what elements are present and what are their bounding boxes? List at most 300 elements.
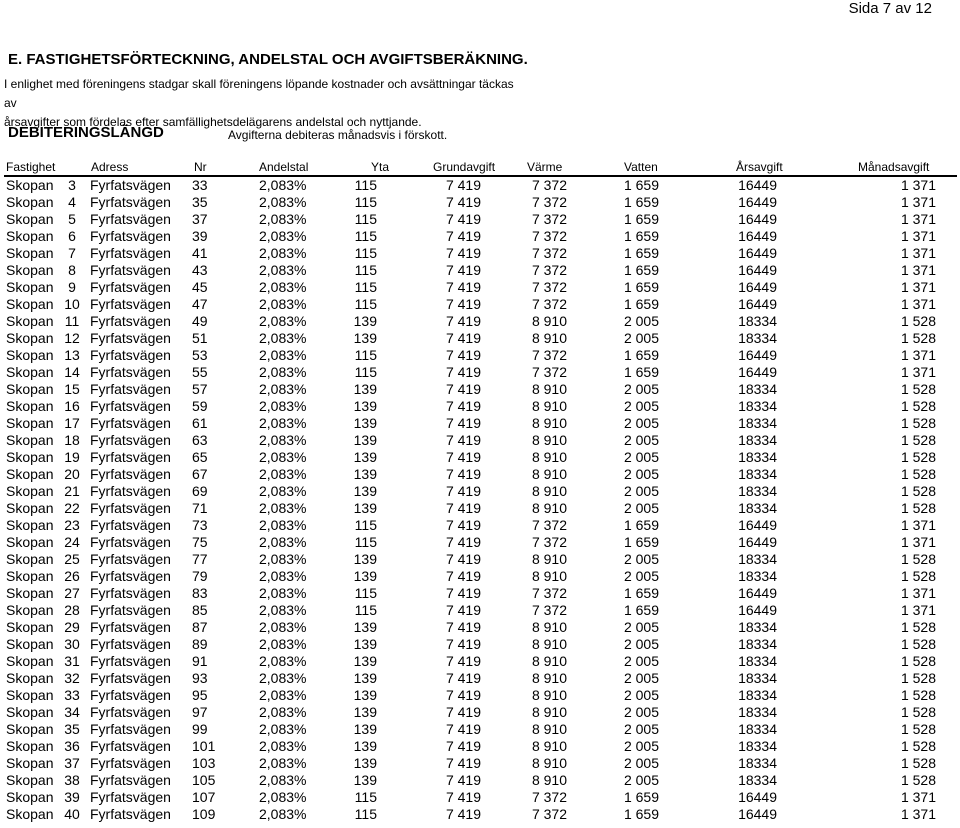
cell-varme: 8 910: [531, 772, 567, 788]
cell-nr: 91: [192, 653, 208, 669]
table-row: [0, 449, 960, 466]
header-yta: Yta: [371, 160, 390, 174]
table-row: [0, 551, 960, 568]
cell-varme: 7 372: [531, 211, 567, 227]
cell-adress: Fyrfatsvägen: [90, 517, 171, 533]
cell-varme: 8 910: [531, 568, 567, 584]
cell-manadsavgift: 1 528: [900, 415, 936, 431]
cell-yta: 139: [353, 381, 377, 397]
cell-nr: 99: [192, 721, 208, 737]
cell-andelstal: 2,083%: [259, 313, 307, 329]
cell-arsavgift: 18334: [738, 670, 777, 686]
cell-yta: 139: [353, 738, 377, 754]
cell-nr: 53: [192, 347, 208, 363]
cell-fastighet: Skopan: [6, 653, 54, 669]
cell-manadsavgift: 1 371: [900, 534, 936, 550]
cell-adress: Fyrfatsvägen: [90, 534, 171, 550]
cell-yta: 139: [353, 619, 377, 635]
cell-vatten: 1 659: [623, 364, 659, 380]
header-fastighet: Fastighet: [6, 160, 56, 174]
cell-varme: 8 910: [531, 738, 567, 754]
header-adress: Adress: [91, 160, 129, 174]
cell-grundavgift: 7 419: [445, 432, 481, 448]
cell-varme: 8 910: [531, 551, 567, 567]
cell-adress: Fyrfatsvägen: [90, 772, 171, 788]
cell-manadsavgift: 1 528: [900, 449, 936, 465]
cell-grundavgift: 7 419: [445, 262, 481, 278]
cell-vatten: 2 005: [623, 330, 659, 346]
cell-fastighet-nummer: 18: [64, 432, 80, 448]
cell-vatten: 2 005: [623, 704, 659, 720]
cell-arsavgift: 16449: [738, 534, 777, 550]
cell-fastighet-nummer: 14: [64, 364, 80, 380]
cell-grundavgift: 7 419: [445, 330, 481, 346]
cell-arsavgift: 18334: [738, 432, 777, 448]
cell-nr: 49: [192, 313, 208, 329]
cell-andelstal: 2,083%: [259, 602, 307, 618]
cell-grundavgift: 7 419: [445, 517, 481, 533]
cell-fastighet: Skopan: [6, 415, 54, 431]
cell-vatten: 2 005: [623, 449, 659, 465]
cell-grundavgift: 7 419: [445, 806, 481, 822]
cell-fastighet-nummer: 24: [64, 534, 80, 550]
cell-fastighet: Skopan: [6, 636, 54, 652]
table-row: [0, 704, 960, 721]
cell-grundavgift: 7 419: [445, 653, 481, 669]
table-row: [0, 653, 960, 670]
cell-manadsavgift: 1 528: [900, 330, 936, 346]
cell-vatten: 2 005: [623, 721, 659, 737]
cell-manadsavgift: 1 371: [900, 194, 936, 210]
cell-vatten: 2 005: [623, 551, 659, 567]
cell-fastighet-nummer: 23: [64, 517, 80, 533]
cell-andelstal: 2,083%: [259, 500, 307, 516]
cell-yta: 115: [354, 347, 377, 363]
cell-fastighet-nummer: 35: [64, 721, 80, 737]
section-title: E. FASTIGHETSFÖRTECKNING, ANDELSTAL OCH AVGIFTSBERÄKNING.: [8, 51, 528, 68]
cell-varme: 8 910: [531, 636, 567, 652]
cell-arsavgift: 18334: [738, 466, 777, 482]
cell-varme: 8 910: [531, 330, 567, 346]
table-row: [0, 466, 960, 483]
cell-adress: Fyrfatsvägen: [90, 228, 171, 244]
table-row: [0, 398, 960, 415]
cell-fastighet: Skopan: [6, 551, 54, 567]
cell-yta: 139: [353, 704, 377, 720]
table-row: [0, 262, 960, 279]
cell-nr: 41: [192, 245, 208, 261]
cell-yta: 115: [354, 806, 377, 822]
header-arsavgift: Årsavgift: [736, 160, 783, 174]
cell-andelstal: 2,083%: [259, 738, 307, 754]
cell-yta: 115: [354, 296, 377, 312]
cell-arsavgift: 18334: [738, 653, 777, 669]
cell-adress: Fyrfatsvägen: [90, 755, 171, 771]
cell-varme: 8 910: [531, 449, 567, 465]
cell-nr: 47: [192, 296, 208, 312]
cell-nr: 65: [192, 449, 208, 465]
cell-yta: 115: [354, 585, 377, 601]
cell-fastighet: Skopan: [6, 670, 54, 686]
cell-fastighet: Skopan: [6, 738, 54, 754]
cell-fastighet: Skopan: [6, 347, 54, 363]
cell-yta: 139: [353, 721, 377, 737]
cell-manadsavgift: 1 371: [900, 228, 936, 244]
table-row: [0, 687, 960, 704]
cell-arsavgift: 18334: [738, 772, 777, 788]
cell-arsavgift: 16449: [738, 517, 777, 533]
cell-nr: 33: [192, 177, 208, 193]
cell-vatten: 2 005: [623, 466, 659, 482]
cell-fastighet: Skopan: [6, 568, 54, 584]
table-row: [0, 619, 960, 636]
cell-vatten: 2 005: [623, 483, 659, 499]
table-row: [0, 279, 960, 296]
cell-nr: 79: [192, 568, 208, 584]
cell-yta: 139: [353, 653, 377, 669]
cell-adress: Fyrfatsvägen: [90, 670, 171, 686]
cell-adress: Fyrfatsvägen: [90, 500, 171, 516]
cell-adress: Fyrfatsvägen: [90, 347, 171, 363]
cell-fastighet: Skopan: [6, 534, 54, 550]
cell-fastighet-nummer: 28: [64, 602, 80, 618]
cell-fastighet-nummer: 26: [64, 568, 80, 584]
cell-vatten: 1 659: [623, 245, 659, 261]
cell-andelstal: 2,083%: [259, 806, 307, 822]
cell-nr: 101: [192, 738, 216, 754]
cell-fastighet-nummer: 17: [64, 415, 80, 431]
cell-andelstal: 2,083%: [259, 177, 307, 193]
cell-grundavgift: 7 419: [445, 364, 481, 380]
cell-adress: Fyrfatsvägen: [90, 330, 171, 346]
cell-vatten: 2 005: [623, 415, 659, 431]
cell-yta: 139: [353, 551, 377, 567]
cell-grundavgift: 7 419: [445, 687, 481, 703]
cell-manadsavgift: 1 371: [900, 364, 936, 380]
cell-nr: 63: [192, 432, 208, 448]
cell-adress: Fyrfatsvägen: [90, 721, 171, 737]
table-row: [0, 738, 960, 755]
cell-varme: 7 372: [531, 585, 567, 601]
cell-nr: 75: [192, 534, 208, 550]
cell-nr: 71: [192, 500, 208, 516]
cell-nr: 35: [192, 194, 208, 210]
cell-fastighet-nummer: 38: [64, 772, 80, 788]
header-grundavgift: Grundavgift: [433, 160, 496, 174]
cell-andelstal: 2,083%: [259, 483, 307, 499]
cell-andelstal: 2,083%: [259, 653, 307, 669]
cell-manadsavgift: 1 528: [900, 636, 936, 652]
cell-arsavgift: 16449: [738, 262, 777, 278]
cell-grundavgift: 7 419: [445, 313, 481, 329]
cell-varme: 7 372: [531, 177, 567, 193]
cell-manadsavgift: 1 528: [900, 398, 936, 414]
cell-fastighet: Skopan: [6, 313, 54, 329]
cell-fastighet-nummer: 13: [64, 347, 80, 363]
cell-yta: 139: [353, 432, 377, 448]
cell-arsavgift: 18334: [738, 500, 777, 516]
cell-grundavgift: 7 419: [445, 381, 481, 397]
cell-grundavgift: 7 419: [445, 347, 481, 363]
cell-nr: 97: [192, 704, 208, 720]
cell-fastighet-nummer: 19: [64, 449, 80, 465]
cell-adress: Fyrfatsvägen: [90, 296, 171, 312]
cell-varme: 8 910: [531, 432, 567, 448]
cell-andelstal: 2,083%: [259, 551, 307, 567]
cell-grundavgift: 7 419: [445, 296, 481, 312]
table-row: [0, 364, 960, 381]
table-row: [0, 534, 960, 551]
cell-nr: 45: [192, 279, 208, 295]
cell-manadsavgift: 1 528: [900, 653, 936, 669]
cell-adress: Fyrfatsvägen: [90, 245, 171, 261]
table-row: [0, 228, 960, 245]
cell-arsavgift: 18334: [738, 636, 777, 652]
cell-andelstal: 2,083%: [259, 211, 307, 227]
cell-varme: 7 372: [531, 364, 567, 380]
cell-fastighet: Skopan: [6, 704, 54, 720]
cell-andelstal: 2,083%: [259, 262, 307, 278]
cell-nr: 39: [192, 228, 208, 244]
cell-yta: 139: [353, 687, 377, 703]
cell-grundavgift: 7 419: [445, 245, 481, 261]
cell-varme: 8 910: [531, 500, 567, 516]
table-row: [0, 772, 960, 789]
cell-yta: 115: [354, 228, 377, 244]
cell-nr: 95: [192, 687, 208, 703]
header-manadsavgift: Månadsavgift: [858, 160, 930, 174]
table-row: [0, 789, 960, 806]
cell-andelstal: 2,083%: [259, 330, 307, 346]
cell-adress: Fyrfatsvägen: [90, 636, 171, 652]
header-vatten: Vatten: [624, 160, 658, 174]
cell-andelstal: 2,083%: [259, 245, 307, 261]
cell-andelstal: 2,083%: [259, 398, 307, 414]
cell-varme: 8 910: [531, 721, 567, 737]
cell-manadsavgift: 1 528: [900, 568, 936, 584]
cell-yta: 139: [353, 755, 377, 771]
cell-grundavgift: 7 419: [445, 466, 481, 482]
cell-vatten: 2 005: [623, 432, 659, 448]
cell-manadsavgift: 1 528: [900, 721, 936, 737]
cell-yta: 139: [353, 398, 377, 414]
cell-fastighet: Skopan: [6, 619, 54, 635]
cell-manadsavgift: 1 528: [900, 500, 936, 516]
cell-varme: 7 372: [531, 245, 567, 261]
cell-varme: 7 372: [531, 517, 567, 533]
cell-fastighet: Skopan: [6, 483, 54, 499]
page-number: Sida 7 av 12: [848, 0, 932, 17]
cell-nr: 37: [192, 211, 208, 227]
cell-fastighet: Skopan: [6, 279, 54, 295]
cell-adress: Fyrfatsvägen: [90, 551, 171, 567]
cell-fastighet: Skopan: [6, 449, 54, 465]
cell-grundavgift: 7 419: [445, 721, 481, 737]
table-row: [0, 347, 960, 364]
cell-fastighet-nummer: 16: [64, 398, 80, 414]
cell-adress: Fyrfatsvägen: [90, 364, 171, 380]
cell-fastighet: Skopan: [6, 602, 54, 618]
cell-vatten: 2 005: [623, 500, 659, 516]
cell-arsavgift: 16449: [738, 806, 777, 822]
cell-grundavgift: 7 419: [445, 500, 481, 516]
cell-yta: 115: [354, 177, 377, 193]
cell-vatten: 2 005: [623, 313, 659, 329]
cell-andelstal: 2,083%: [259, 772, 307, 788]
cell-fastighet: Skopan: [6, 500, 54, 516]
cell-arsavgift: 18334: [738, 330, 777, 346]
cell-arsavgift: 16449: [738, 211, 777, 227]
cell-fastighet-nummer: 40: [64, 806, 80, 822]
cell-yta: 139: [353, 415, 377, 431]
cell-nr: 109: [192, 806, 216, 822]
cell-fastighet: Skopan: [6, 585, 54, 601]
cell-nr: 61: [192, 415, 208, 431]
cell-adress: Fyrfatsvägen: [90, 602, 171, 618]
cell-varme: 8 910: [531, 381, 567, 397]
cell-andelstal: 2,083%: [259, 534, 307, 550]
cell-grundavgift: 7 419: [445, 551, 481, 567]
cell-nr: 69: [192, 483, 208, 499]
cell-fastighet: Skopan: [6, 330, 54, 346]
cell-arsavgift: 18334: [738, 381, 777, 397]
cell-manadsavgift: 1 371: [900, 585, 936, 601]
table-row: [0, 585, 960, 602]
cell-fastighet-nummer: 20: [64, 466, 80, 482]
cell-andelstal: 2,083%: [259, 636, 307, 652]
cell-vatten: 1 659: [623, 296, 659, 312]
cell-yta: 139: [353, 670, 377, 686]
cell-adress: Fyrfatsvägen: [90, 789, 171, 805]
cell-fastighet-nummer: 9: [68, 279, 76, 295]
cell-vatten: 1 659: [623, 279, 659, 295]
debiteringslangd-title: DEBITERINGSLÄNGD: [8, 124, 164, 141]
cell-fastighet-nummer: 36: [64, 738, 80, 754]
cell-adress: Fyrfatsvägen: [90, 194, 171, 210]
cell-yta: 139: [353, 500, 377, 516]
cell-arsavgift: 18334: [738, 313, 777, 329]
cell-adress: Fyrfatsvägen: [90, 653, 171, 669]
cell-vatten: 1 659: [623, 211, 659, 227]
cell-vatten: 1 659: [623, 534, 659, 550]
cell-grundavgift: 7 419: [445, 602, 481, 618]
cell-fastighet: Skopan: [6, 789, 54, 805]
debitering-table-body: [0, 177, 960, 823]
cell-grundavgift: 7 419: [445, 738, 481, 754]
cell-fastighet-nummer: 15: [64, 381, 80, 397]
table-row: [0, 517, 960, 534]
cell-grundavgift: 7 419: [445, 772, 481, 788]
cell-vatten: 2 005: [623, 398, 659, 414]
table-row: [0, 194, 960, 211]
cell-yta: 115: [354, 534, 377, 550]
table-row: [0, 211, 960, 228]
cell-arsavgift: 16449: [738, 228, 777, 244]
cell-grundavgift: 7 419: [445, 449, 481, 465]
cell-fastighet: Skopan: [6, 721, 54, 737]
cell-arsavgift: 16449: [738, 585, 777, 601]
cell-andelstal: 2,083%: [259, 415, 307, 431]
table-row: [0, 670, 960, 687]
cell-vatten: 1 659: [623, 789, 659, 805]
cell-manadsavgift: 1 528: [900, 466, 936, 482]
table-row: [0, 177, 960, 194]
cell-nr: 73: [192, 517, 208, 533]
cell-andelstal: 2,083%: [259, 432, 307, 448]
cell-nr: 93: [192, 670, 208, 686]
cell-nr: 51: [192, 330, 208, 346]
cell-arsavgift: 18334: [738, 687, 777, 703]
cell-fastighet-nummer: 6: [68, 228, 76, 244]
cell-vatten: 2 005: [623, 653, 659, 669]
cell-manadsavgift: 1 528: [900, 704, 936, 720]
cell-fastighet: Skopan: [6, 364, 54, 380]
cell-andelstal: 2,083%: [259, 347, 307, 363]
cell-grundavgift: 7 419: [445, 636, 481, 652]
cell-arsavgift: 18334: [738, 704, 777, 720]
cell-manadsavgift: 1 371: [900, 262, 936, 278]
cell-adress: Fyrfatsvägen: [90, 415, 171, 431]
table-row: [0, 636, 960, 653]
cell-manadsavgift: 1 528: [900, 432, 936, 448]
cell-manadsavgift: 1 528: [900, 738, 936, 754]
table-row: [0, 415, 960, 432]
cell-andelstal: 2,083%: [259, 704, 307, 720]
table-row: [0, 602, 960, 619]
cell-arsavgift: 16449: [738, 347, 777, 363]
cell-andelstal: 2,083%: [259, 755, 307, 771]
cell-fastighet: Skopan: [6, 466, 54, 482]
cell-adress: Fyrfatsvägen: [90, 483, 171, 499]
cell-andelstal: 2,083%: [259, 449, 307, 465]
cell-vatten: 2 005: [623, 772, 659, 788]
cell-nr: 67: [192, 466, 208, 482]
cell-yta: 139: [353, 568, 377, 584]
cell-manadsavgift: 1 528: [900, 687, 936, 703]
cell-fastighet: Skopan: [6, 806, 54, 822]
cell-andelstal: 2,083%: [259, 789, 307, 805]
cell-manadsavgift: 1 371: [900, 517, 936, 533]
cell-adress: Fyrfatsvägen: [90, 211, 171, 227]
cell-fastighet: Skopan: [6, 432, 54, 448]
cell-fastighet: Skopan: [6, 245, 54, 261]
cell-grundavgift: 7 419: [445, 755, 481, 771]
cell-fastighet-nummer: 3: [68, 177, 76, 193]
cell-arsavgift: 16449: [738, 279, 777, 295]
cell-vatten: 1 659: [623, 517, 659, 533]
cell-varme: 7 372: [531, 228, 567, 244]
cell-adress: Fyrfatsvägen: [90, 432, 171, 448]
cell-andelstal: 2,083%: [259, 364, 307, 380]
cell-arsavgift: 18334: [738, 755, 777, 771]
cell-nr: 107: [192, 789, 216, 805]
cell-yta: 115: [354, 364, 377, 380]
cell-fastighet: Skopan: [6, 211, 54, 227]
cell-fastighet: Skopan: [6, 194, 54, 210]
cell-fastighet-nummer: 21: [64, 483, 80, 499]
cell-andelstal: 2,083%: [259, 279, 307, 295]
cell-yta: 115: [354, 279, 377, 295]
cell-yta: 139: [353, 466, 377, 482]
cell-vatten: 2 005: [623, 636, 659, 652]
cell-adress: Fyrfatsvägen: [90, 738, 171, 754]
cell-vatten: 2 005: [623, 738, 659, 754]
cell-arsavgift: 16449: [738, 245, 777, 261]
cell-manadsavgift: 1 371: [900, 347, 936, 363]
cell-vatten: 2 005: [623, 568, 659, 584]
cell-fastighet-nummer: 22: [64, 500, 80, 516]
table-row: [0, 296, 960, 313]
